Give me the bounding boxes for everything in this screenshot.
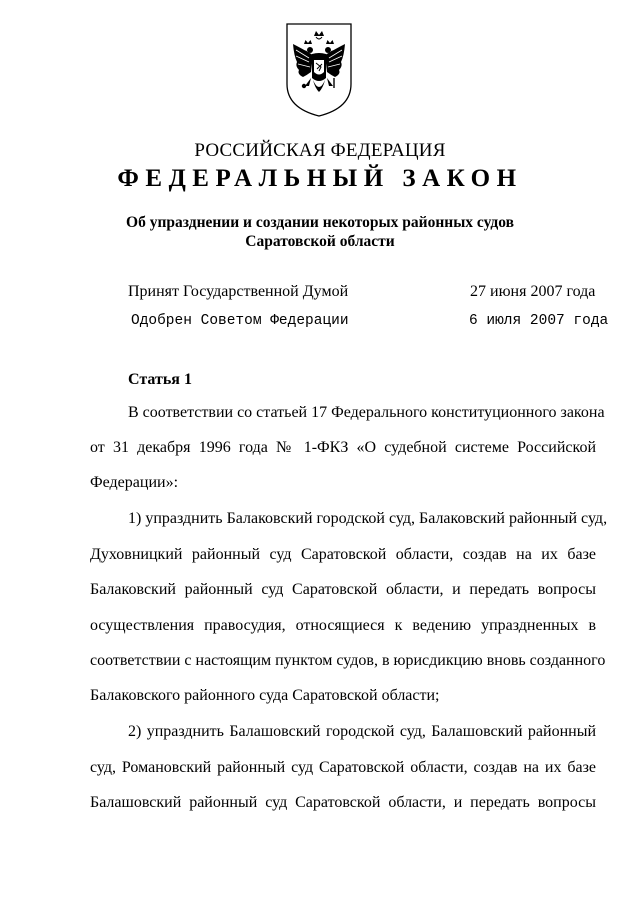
article-title: Статья 1 <box>128 371 192 388</box>
body-line: от 31 декабря 1996 года № 1-ФКЗ «О судебной системе Российской <box>90 439 596 456</box>
body-line: соответствии с настоящим пунктом судов, в юрисдикцию вновь созданного <box>90 652 606 669</box>
country-name: РОССИЙСКАЯ ФЕДЕРАЦИЯ <box>194 140 446 161</box>
body-line: В соответствии со статьей 17 Федерального конституционного закона <box>128 404 605 421</box>
body-line: Балашовский районный суд Саратовской области, и передать вопросы <box>90 794 596 811</box>
body-line: Федерации»: <box>90 474 179 491</box>
subtitle-line: Об упразднении и создании некоторых районных судов <box>126 214 514 231</box>
body-line: Духовницкий районный суд Саратовской области, создав на их базе <box>90 546 596 563</box>
law-subtitle <box>0 213 640 251</box>
council-approval-date: 6 июля 2007 года <box>469 313 609 329</box>
body-line: осуществления правосудия, относящиеся к ведению упраздненных в <box>90 617 596 634</box>
council-approval-label: Одобрен Советом Федерации <box>131 313 349 329</box>
body-line: 1) упразднить Балаковский городской суд, Балаковский районный суд, <box>128 510 608 527</box>
russian-coat-of-arms-icon <box>283 22 355 118</box>
duma-adoption-label: Принят Государственной Думой <box>128 283 349 300</box>
body-line: Балаковского районного суда Саратовской области; <box>90 687 440 704</box>
subtitle-line: Саратовской области <box>245 233 395 250</box>
law-type-title: ФЕДЕРАЛЬНЫЙ ЗАКОН <box>117 165 523 192</box>
body-line: 2) упразднить Балашовский городской суд, Балашовский районный <box>128 723 596 740</box>
duma-adoption-date: 27 июня 2007 года <box>470 283 596 300</box>
body-line: Балаковский районный суд Саратовской области, и передать вопросы <box>90 581 596 598</box>
body-line: суд, Романовский районный суд Саратовской области, создав на их базе <box>90 759 596 776</box>
